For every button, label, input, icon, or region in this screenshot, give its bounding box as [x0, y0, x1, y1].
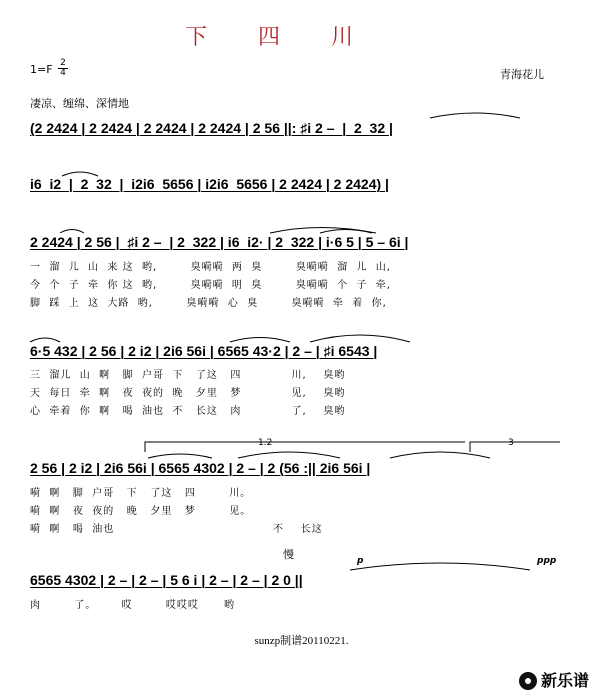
tie-arc [230, 338, 290, 343]
song-genre: 青海花儿 [500, 68, 544, 81]
brand-name: 新乐谱 [540, 671, 589, 690]
volta-bracket-1 [145, 442, 465, 452]
score-line-1: (2 2424 | 2 2424 | 2 2424 | 2 2424 | 2 56 ||: ♯i 2 – | 2 32 | [30, 120, 393, 136]
lyric-line: 一 溜 儿 山 来 这 哟, 臭嗬嗬 两 臭 臭嗬嗬 溜 儿 山, [30, 262, 391, 273]
lyric-line: 肉 了。 哎 哎哎哎 哟 [30, 600, 236, 611]
tie-arc [30, 338, 60, 342]
volta-bracket-2 [470, 442, 560, 452]
volta-1-label: 1.2 [258, 438, 273, 448]
tie-arc [238, 452, 340, 458]
lyric-line: 今 个 子 牵 你 这 哟, 臭嗬嗬 明 臭 臭嗬嗬 个 子 牵, [30, 280, 391, 291]
lyric-line: 嗬 啊 脚 户哥 下 了这 四 川。 [30, 488, 252, 499]
time-sig-numerator: 2 [60, 58, 66, 68]
time-sig-denominator: 4 [60, 68, 66, 78]
score-line-4: 6·5 432 | 2 56 | 2 i2 | 2i6 56i | 6565 43·2 | 2 – | ♯i 6543 | [30, 343, 378, 359]
lyric-line: 天 每日 牵 啊 夜 夜的 晚 夕里 梦 见, 臭哟 [30, 388, 346, 399]
lyric-line: 嗬 啊 喝 油也 不 长这 [30, 524, 323, 535]
score-line-6: 6565 4302 | 2 – | 2 – | 5 6 i | 2 – | 2 – | 2 0 || [30, 572, 303, 588]
tie-arc [62, 172, 98, 176]
tie-arc [430, 113, 520, 118]
expression-mark: 凄凉、缠绵、深情地 [30, 97, 129, 110]
score-line-5: 2 56 | 2 i2 | 2i6 56i | 6565 4302 | 2 – | 2 (56 :|| 2i6 56i | [30, 460, 371, 476]
lyric-line: 脚 踩 上 这 大路 哟, 臭嗬嗬 心 臭 臭嗬嗬 牵 着 你, [30, 298, 387, 309]
lyric-line: 嗬 啊 夜 夜的 晚 夕里 梦 见。 [30, 506, 252, 517]
tie-arc [350, 563, 530, 570]
volta-2-label: 3 [508, 438, 514, 448]
tempo-mark: 慢 [283, 548, 294, 561]
key-signature: 1=F [30, 63, 53, 76]
dynamic-ppp: ppp [537, 556, 557, 566]
score-line-3: 2 2424 | 2 56 | ♯i 2 – | 2 322 | i6 i2· | 2 322 | i·6 5 | 5 – 6i | [30, 234, 409, 250]
dynamic-p: p [357, 556, 364, 566]
tie-arc [390, 452, 490, 458]
lyric-line: 心 牵着 你 啊 喝 油也 不 长这 肉 了, 臭哟 [30, 406, 346, 417]
lyric-line: 三 溜儿 山 啊 脚 户哥 下 了这 四 川, 臭哟 [30, 370, 346, 381]
song-title: 下 四 川 [185, 25, 375, 50]
transcriber-credit: sunzp制谱20110221. [254, 635, 349, 647]
tie-arc [148, 454, 212, 458]
score-line-2: i6 i2 | 2 32 | i2i6 5656 | i2i6 5656 | 2 2424 | 2 2424) | [30, 176, 389, 192]
tie-arc [320, 230, 372, 234]
tie-arc [60, 230, 84, 234]
tie-arc [310, 335, 410, 342]
